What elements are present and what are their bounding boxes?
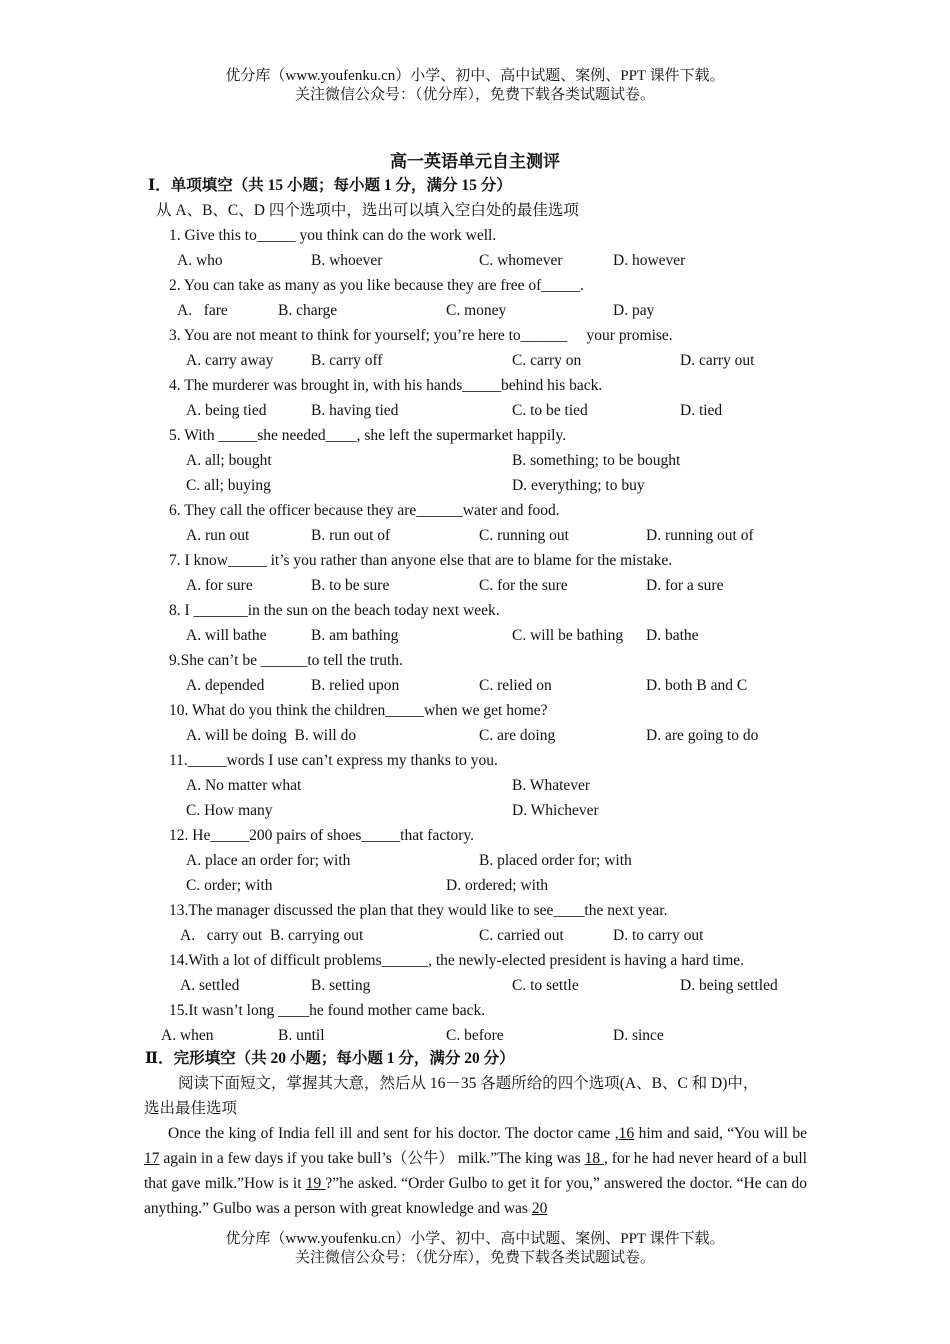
question-14-option-a[interactable]: A. settled	[180, 977, 240, 994]
question-3-option-a[interactable]: A. carry away	[186, 352, 274, 369]
section-1-heading: Ⅰ．单项填空（共 15 小题；每小题 1 分，满分 15 分）	[148, 177, 512, 194]
question-6-option-a[interactable]: A. run out	[186, 527, 250, 544]
question-10-option-ab[interactable]: A. will be doing B. will do	[186, 727, 357, 744]
question-12-option-a[interactable]: A. place an order for; with	[186, 852, 351, 869]
question-2-option-b[interactable]: B. charge	[278, 302, 338, 319]
cloze-passage	[144, 1121, 807, 1221]
question-6-option-d[interactable]: D. running out of	[646, 527, 754, 544]
question-3-option-b[interactable]: B. carry off	[311, 352, 383, 369]
question-12-stem: 12. He_____200 pairs of shoes_____that factory.	[169, 827, 475, 844]
question-4-option-c[interactable]: C. to be tied	[512, 402, 588, 419]
question-13-option-ab[interactable]: A. carry out B. carrying out	[180, 927, 364, 944]
blank-17[interactable]: 17	[144, 1150, 160, 1167]
question-12-option-c[interactable]: C. order; with	[186, 877, 273, 894]
question-7-option-a[interactable]: A. for sure	[186, 577, 253, 594]
question-11-stem: 11._____words I use can’t express my thanks to you.	[169, 752, 498, 769]
question-8-option-d[interactable]: D. bathe	[646, 627, 699, 644]
question-1-stem: 1. Give this to_____ you think can do the work well.	[169, 227, 497, 244]
question-5-option-c[interactable]: C. all; buying	[186, 477, 271, 494]
question-15-option-d[interactable]: D. since	[613, 1027, 664, 1044]
question-9-option-b[interactable]: B. relied upon	[311, 677, 400, 694]
question-12-option-d[interactable]: D. ordered; with	[446, 877, 549, 894]
question-13-stem: 13.The manager discussed the plan that they would like to see____the next year.	[169, 902, 668, 919]
question-11-option-c[interactable]: C. How many	[186, 802, 273, 819]
question-9-option-a[interactable]: A. depended	[186, 677, 265, 694]
question-15-option-a[interactable]: A. when	[161, 1027, 214, 1044]
question-10-option-d[interactable]: D. are going to do	[646, 727, 759, 744]
question-2-option-c[interactable]: C. money	[446, 302, 507, 319]
question-9-option-d[interactable]: D. both B and C	[646, 677, 748, 694]
question-12-option-b[interactable]: B. placed order for; with	[479, 852, 632, 869]
blank-18[interactable]: 18	[584, 1150, 604, 1167]
question-7-stem: 7. I know_____ it’s you rather than anyone else that are to blame for the mistake.	[169, 552, 673, 569]
question-5-option-a[interactable]: A. all; bought	[186, 452, 272, 469]
question-15-option-c[interactable]: C. before	[446, 1027, 504, 1044]
section-1-instruction: 从 A、B、C、D 四个选项中，选出可以填入空白处的最佳选项	[156, 202, 579, 219]
question-4-option-b[interactable]: B. having tied	[311, 402, 399, 419]
question-13-option-c[interactable]: C. carried out	[479, 927, 564, 944]
question-3-option-d[interactable]: D. carry out	[680, 352, 755, 369]
question-9-option-c[interactable]: C. relied on	[479, 677, 552, 694]
question-6-stem: 6. They call the officer because they are______water and food.	[169, 502, 560, 519]
question-15-stem: 15.It wasn’t long ____he found mother came back.	[169, 1002, 486, 1019]
question-14-stem: 14.With a lot of difficult problems______, the newly-elected president is having a hard time.	[169, 952, 745, 969]
question-10-option-c[interactable]: C. are doing	[479, 727, 556, 744]
question-8-option-c[interactable]: C. will be bathing	[512, 627, 624, 644]
question-11-option-b[interactable]: B. Whatever	[512, 777, 591, 794]
blank-16[interactable]: 16	[618, 1125, 635, 1142]
blank-20[interactable]: 20	[531, 1200, 548, 1217]
passage-text: ?”he asked. “Order Gulbo to get it for you,” answered the doctor. “He can do anything.” Gulbo was a person with great knowledge and was	[144, 1175, 808, 1217]
footer-line-2: 关注微信公众号：（优分库），免费下载各类试题试卷。	[294, 1250, 655, 1266]
question-13-option-d[interactable]: D. to carry out	[613, 927, 704, 944]
question-6-option-c[interactable]: C. running out	[479, 527, 569, 544]
footer-line-1: 优分库（www.youfenku.cn）小学、初中、高中试题、案例、PPT 课件下载。	[225, 1231, 725, 1247]
passage-text: , for he had never heard of a bull that gave milk.”How is it	[144, 1150, 807, 1192]
question-14-option-c[interactable]: C. to settle	[512, 977, 579, 994]
section-2-heading: Ⅱ．完形填空（共 20 小题；每小题 1 分，满分 20 分）	[145, 1050, 515, 1067]
section-2-instruction-line-2: 选出最佳选项	[144, 1100, 238, 1117]
question-1-option-a[interactable]: A. who	[177, 252, 223, 269]
question-14-option-b[interactable]: B. setting	[311, 977, 371, 994]
passage-text: Once the king of India fell ill and sent for his doctor. The doctor came ,	[168, 1125, 619, 1142]
question-4-option-a[interactable]: A. being tied	[186, 402, 267, 419]
section-2-instruction-line-1: 阅读下面短文，掌握其大意，然后从 16－35 各题所给的四个选项(A、B、C 和 D)中，	[178, 1075, 759, 1092]
question-2-stem: 2. You can take as many as you like because they are free of_____.	[169, 277, 584, 294]
question-8-option-b[interactable]: B. am bathing	[311, 627, 399, 644]
question-2-option-a[interactable]: A. fare	[177, 302, 228, 319]
question-14-option-d[interactable]: D. being settled	[680, 977, 778, 994]
question-8-stem: 8. I _______in the sun on the beach today next week.	[169, 602, 500, 619]
question-5-option-d[interactable]: D. everything; to buy	[512, 477, 645, 494]
blank-19[interactable]: 19	[305, 1175, 326, 1192]
question-9-stem: 9.She can’t be ______to tell the truth.	[169, 652, 403, 669]
question-4-option-d[interactable]: D. tied	[680, 402, 723, 419]
question-3-stem: 3. You are not meant to think for yourself; you’re here to______ your promise.	[169, 327, 673, 344]
question-1-option-d[interactable]: D. however	[613, 252, 686, 269]
question-10-stem: 10. What do you think the children_____when we get home?	[169, 702, 548, 719]
question-7-option-d[interactable]: D. for a sure	[646, 577, 724, 594]
question-11-option-d[interactable]: D. Whichever	[512, 802, 599, 819]
question-3-option-c[interactable]: C. carry on	[512, 352, 582, 369]
question-2-option-d[interactable]: D. pay	[613, 302, 655, 319]
question-5-stem: 5. With _____she needed____, she left the supermarket happily.	[169, 427, 567, 444]
question-4-stem: 4. The murderer was brought in, with his hands_____behind his back.	[169, 377, 603, 394]
passage-text: him and said, “You will be	[634, 1125, 807, 1142]
page-title: 高一英语单元自主测评	[390, 152, 560, 171]
question-11-option-a[interactable]: A. No matter what	[186, 777, 302, 794]
question-1-option-c[interactable]: C. whomever	[479, 252, 563, 269]
header-line-1: 优分库（www.youfenku.cn）小学、初中、高中试题、案例、PPT 课件下载。	[225, 68, 725, 84]
question-1-option-b[interactable]: B. whoever	[311, 252, 383, 269]
question-8-option-a[interactable]: A. will bathe	[186, 627, 267, 644]
passage-text: again in a few days if you take bull’s（公牛） milk.”The king was	[159, 1150, 585, 1167]
question-5-option-b[interactable]: B. something; to be bought	[512, 452, 681, 469]
question-7-option-c[interactable]: C. for the sure	[479, 577, 568, 594]
question-7-option-b[interactable]: B. to be sure	[311, 577, 390, 594]
header-line-2: 关注微信公众号：（优分库），免费下载各类试题试卷。	[294, 87, 655, 103]
question-15-option-b[interactable]: B. until	[278, 1027, 325, 1044]
question-6-option-b[interactable]: B. run out of	[311, 527, 391, 544]
